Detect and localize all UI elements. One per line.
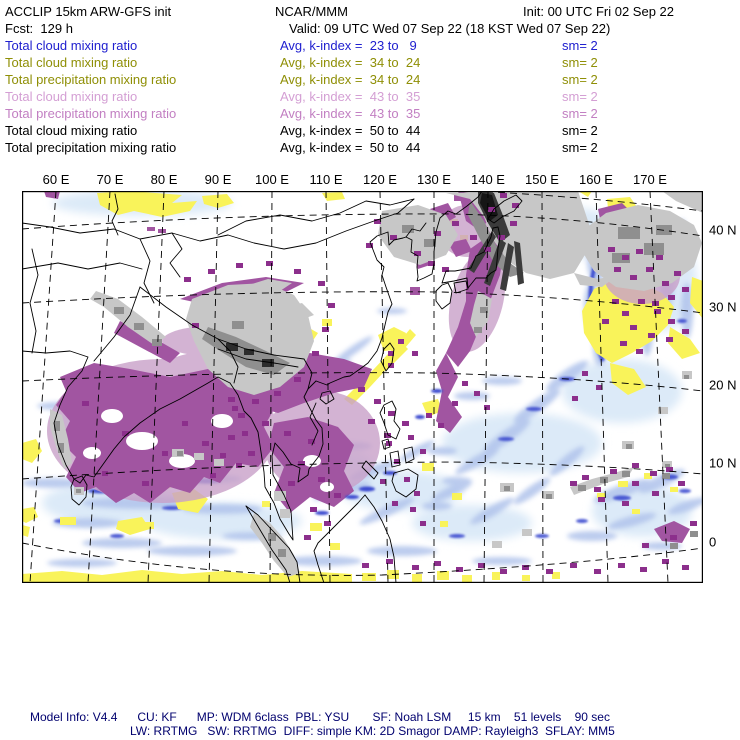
legend-row-label: Total cloud mixing ratio bbox=[5, 55, 138, 70]
legend-row-sm: sm= 2 bbox=[562, 38, 598, 53]
legend-row-kindex: Avg, k-index = 34 to 24 bbox=[280, 72, 421, 87]
legend-row-label: Total cloud mixing ratio bbox=[5, 89, 138, 104]
legend-row-label: Total precipitation mixing ratio bbox=[5, 140, 177, 155]
lon-tick-label: 70 E bbox=[96, 172, 124, 187]
legend-row-label: Total precipitation mixing ratio bbox=[5, 72, 177, 87]
legend-row-sm: sm= 2 bbox=[562, 106, 598, 121]
lon-tick-label: 170 E bbox=[633, 172, 667, 187]
map-canvas bbox=[22, 191, 703, 583]
legend-row-sm: sm= 2 bbox=[562, 123, 598, 138]
legend-row-label: Total cloud mixing ratio bbox=[5, 123, 138, 138]
lon-tick-label: 90 E bbox=[204, 172, 232, 187]
lat-tick-label: 40 N bbox=[709, 222, 737, 238]
init-time-label: Init: 00 UTC Fri 02 Sep 22 bbox=[523, 4, 675, 19]
legend-row-sm: sm= 2 bbox=[562, 55, 598, 70]
legend-row-kindex: Avg, k-index = 50 to 44 bbox=[280, 123, 421, 138]
forecast-hour-label: Fcst: 129 h bbox=[5, 21, 73, 36]
lon-tick-label: 150 E bbox=[525, 172, 559, 187]
lat-tick-label: 10 N bbox=[709, 455, 737, 471]
legend-row-kindex: Avg, k-index = 43 to 35 bbox=[280, 89, 421, 104]
lon-tick-label: 160 E bbox=[579, 172, 613, 187]
lon-tick-label: 120 E bbox=[363, 172, 397, 187]
lon-tick-label: 80 E bbox=[150, 172, 178, 187]
plot-title: ACCLIP 15km ARW-GFS init bbox=[5, 4, 172, 19]
model-info-line2: LW: RRTMG SW: RRTMG DIFF: simple KM: 2D Smagor DAMP: Rayleigh3 SFLAY: MM5 bbox=[130, 724, 615, 738]
lat-tick-label: 20 N bbox=[709, 377, 737, 393]
legend-row-label: Total cloud mixing ratio bbox=[5, 38, 138, 53]
legend-row-sm: sm= 2 bbox=[562, 89, 598, 104]
lon-tick-label: 140 E bbox=[471, 172, 505, 187]
weather-map-svg bbox=[22, 191, 703, 583]
model-info-line1: Model Info: V4.4 CU: KF MP: WDM 6class PBL: YSU SF: Noah LSM 15 km 51 levels 90 sec bbox=[30, 710, 610, 724]
lon-tick-label: 130 E bbox=[417, 172, 451, 187]
legend-row-kindex: Avg, k-index = 43 to 35 bbox=[280, 106, 421, 121]
lat-tick-label: 0 bbox=[709, 534, 717, 550]
lon-tick-label: 110 E bbox=[309, 172, 343, 187]
legend-row-label: Total precipitation mixing ratio bbox=[5, 106, 177, 121]
valid-time-label: Valid: 09 UTC Wed 07 Sep 22 (18 KST Wed 07 Sep 22) bbox=[289, 21, 611, 36]
lon-tick-label: 100 E bbox=[255, 172, 289, 187]
lon-tick-label: 60 E bbox=[42, 172, 70, 187]
legend-row-sm: sm= 2 bbox=[562, 140, 598, 155]
legend-row-kindex: Avg, k-index = 34 to 24 bbox=[280, 55, 421, 70]
legend-row-kindex: Avg, k-index = 50 to 44 bbox=[280, 140, 421, 155]
org-label: NCAR/MMM bbox=[275, 4, 348, 19]
lat-tick-label: 30 N bbox=[709, 299, 737, 315]
legend-row-kindex: Avg, k-index = 23 to 9 bbox=[280, 38, 417, 53]
legend-row-sm: sm= 2 bbox=[562, 72, 598, 87]
